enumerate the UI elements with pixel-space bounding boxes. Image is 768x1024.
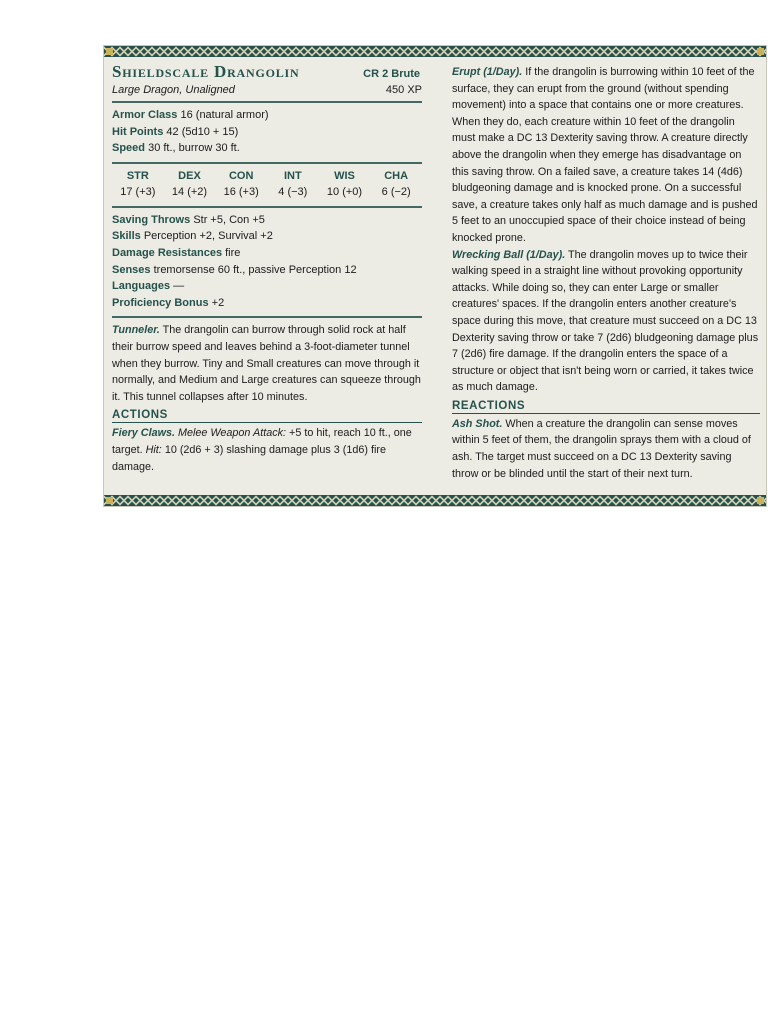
action-text: If the drangolin is burrowing within 10 feet of the surface, they can erupt from the ground (without spending movement) into a space that contains one or more creatures. When they do, each creature within 10 feet of the drangolin must make a DC 13 Dexterity saving throw. A creature directly above the drangolin when they emerge has disadvantage on this saving throw. On a failed save, a creature takes 14 (4d6) bludgeoning damage and is knocked prone. On a successful save, a creature takes only half as much damage and is pushed 5 feet to an unoccupied space of their choice instead of being knocked prone. bbox=[452, 66, 758, 244]
senses-value: tremorsense 60 ft., passive Perception 12 bbox=[153, 263, 357, 276]
saving-throws-label: Saving Throws bbox=[112, 213, 191, 226]
subheader-row bbox=[112, 84, 422, 96]
speed-value: 30 ft., burrow 30 ft. bbox=[148, 142, 240, 155]
ability-name-cha: CHA bbox=[384, 169, 409, 182]
ability-scores bbox=[112, 168, 422, 201]
hit-text: 10 (2d6 + 3) slashing damage plus 3 (1d6) fire damage. bbox=[112, 443, 386, 473]
ability-score-wis: 10 (+0) bbox=[326, 185, 363, 198]
action-text: The drangolin moves up to twice their walking speed in a straight line without provoking opportunity attacks. While doing so, they can enter Large or smaller creatures' spaces. If the drangolin enters another creature's space during this move, that creature must succeed on a DC 13 Dexterity saving throw or take 7 (2d6) bludgeoning damage plus 7 (2d6) fire damage. If the drangolin enters the space of a structure or object that isn't being worn or carried, it takes twice as much damage. bbox=[452, 248, 759, 394]
actions-heading: ACTIONS bbox=[112, 409, 422, 423]
ability-score-dex: 14 (+2) bbox=[171, 185, 208, 198]
hit-points-line bbox=[112, 124, 422, 141]
armor-class-value: 16 (natural armor) bbox=[180, 109, 269, 121]
reaction-ash-shot bbox=[452, 416, 760, 482]
divider bbox=[112, 316, 422, 318]
skills-value: Perception +2, Survival +2 bbox=[143, 230, 273, 243]
trait-tunneler bbox=[112, 322, 422, 405]
corner-ornament bbox=[757, 497, 764, 504]
action-title: Fiery Claws. bbox=[112, 427, 176, 440]
ability-score-cha: 6 (−2) bbox=[381, 185, 411, 198]
corner-ornament bbox=[106, 48, 113, 55]
action-erupt bbox=[452, 64, 760, 247]
attack-type: Melee Weapon Attack: bbox=[178, 427, 287, 440]
divider bbox=[112, 162, 422, 164]
ability-name-dex: DEX bbox=[178, 169, 201, 182]
attack-text: +5 to hit, reach 10 ft., one target. bbox=[112, 427, 412, 456]
trait-title: Tunneler. bbox=[112, 324, 160, 337]
saving-throws-value: Str +5, Con +5 bbox=[193, 213, 265, 226]
senses-label: Senses bbox=[112, 263, 151, 276]
hit-label: Hit: bbox=[145, 443, 162, 456]
ability-name-int: INT bbox=[283, 169, 302, 182]
reactions-heading: REACTIONS bbox=[452, 400, 760, 414]
hit-points-label: Hit Points bbox=[112, 125, 164, 138]
stat-block-left-column bbox=[112, 62, 422, 475]
challenge-rating: CR 2 Brute bbox=[363, 68, 420, 80]
experience-points: 450 XP bbox=[385, 84, 422, 96]
skills-line bbox=[112, 228, 422, 245]
reaction-title: Ash Shot. bbox=[452, 417, 503, 430]
languages-label: Languages bbox=[112, 280, 171, 293]
languages-value: — bbox=[173, 280, 185, 293]
action-fiery-claws bbox=[112, 425, 422, 475]
monster-type: Large Dragon, Unaligned bbox=[112, 84, 235, 96]
divider bbox=[112, 101, 422, 103]
decorative-border-top bbox=[104, 46, 766, 57]
armor-class-line bbox=[112, 107, 422, 124]
corner-ornament bbox=[106, 497, 113, 504]
monster-name: Shieldscale Drangolin bbox=[112, 62, 300, 81]
stat-block-card bbox=[104, 46, 766, 506]
speed-label: Speed bbox=[112, 142, 146, 155]
corner-ornament bbox=[757, 48, 764, 55]
senses-line bbox=[112, 262, 422, 279]
speed-line bbox=[112, 140, 422, 157]
ability-score-int: 4 (−3) bbox=[278, 185, 308, 198]
stat-block-right-column bbox=[452, 64, 760, 482]
armor-class-label: Armor Class bbox=[112, 109, 178, 121]
trait-text: The drangolin can burrow through solid rock at half their burrow speed and leaves behind a 3-foot-diameter tunnel when they burrow. Tiny and Small creatures can move through it normally, and Medium and Large creatures can squeeze through it. This tunnel collapses after 10 minutes. bbox=[112, 324, 421, 403]
ability-name-str: STR bbox=[126, 169, 149, 182]
reaction-text: When a creature the drangolin can sense moves within 5 feet of them, the drangolin sprays them with a cloud of ash. The target must succeed on a DC 13 Dexterity saving throw or be blinded until the start of their next turn. bbox=[452, 417, 751, 480]
divider bbox=[112, 206, 422, 208]
damage-resistances-value: fire bbox=[225, 246, 241, 259]
header-row bbox=[112, 62, 422, 82]
ability-name-wis: WIS bbox=[334, 169, 355, 182]
action-title: Erupt (1/Day). bbox=[452, 66, 523, 78]
proficiency-bonus-value: +2 bbox=[211, 296, 225, 309]
decorative-border-bottom bbox=[104, 495, 766, 506]
languages-line bbox=[112, 278, 422, 295]
proficiency-bonus-label: Proficiency Bonus bbox=[112, 296, 209, 309]
proficiency-bonus-line bbox=[112, 295, 422, 312]
hit-points-value: 42 (5d10 + 15) bbox=[166, 125, 239, 138]
damage-resistances-line bbox=[112, 245, 422, 262]
ability-score-str: 17 (+3) bbox=[120, 185, 156, 198]
action-title: Wrecking Ball (1/Day). bbox=[452, 248, 566, 261]
damage-resistances-label: Damage Resistances bbox=[112, 246, 223, 259]
ability-score-con: 16 (+3) bbox=[223, 185, 259, 198]
saving-throws-line bbox=[112, 212, 422, 229]
skills-label: Skills bbox=[112, 230, 141, 243]
ability-name-con: CON bbox=[228, 169, 254, 182]
action-wrecking-ball bbox=[452, 247, 760, 396]
